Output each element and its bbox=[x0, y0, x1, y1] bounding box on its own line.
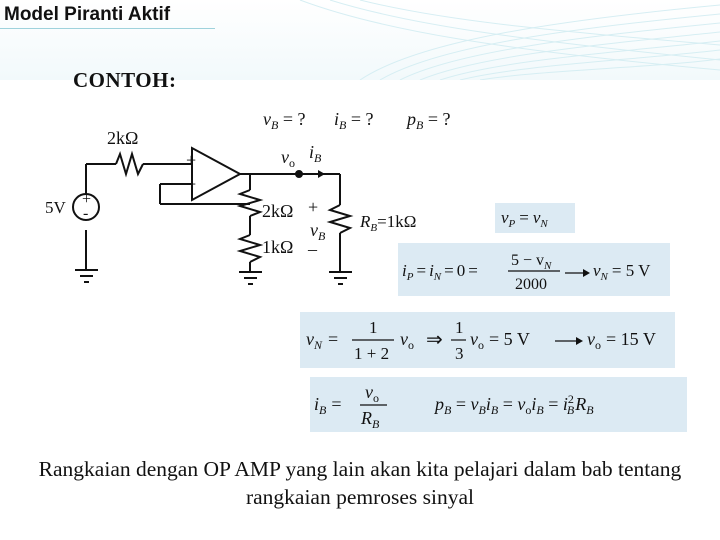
feedback-resistor-1k bbox=[240, 235, 260, 262]
eq3-frac2-num: 1 bbox=[455, 318, 464, 337]
lower-resistor-label: 1kΩ bbox=[262, 237, 294, 257]
opamp-minus-label: − bbox=[186, 174, 197, 194]
slide-title: Model Piranti Aktif bbox=[4, 4, 171, 25]
eq2-result: $v_N = 5$ V bbox=[593, 261, 651, 283]
input-resistor bbox=[116, 154, 143, 174]
question-vb: $v_B$ = ? bbox=[263, 109, 306, 132]
eq4-numerator: $v_o$ bbox=[365, 382, 379, 405]
eq2-numerator: $5 - v_N$ bbox=[511, 252, 552, 272]
eq3-frac2-den: 3 bbox=[455, 344, 464, 363]
equation-box-2 bbox=[398, 243, 670, 296]
eq4-power: $p_B = v_Bi_B = v_oi_B = i^2$ $BR_B$ bbox=[435, 392, 594, 417]
opamp-plus-label: + bbox=[186, 150, 197, 170]
source-plus: + bbox=[82, 191, 92, 208]
vb-label: $v_B$ bbox=[310, 220, 326, 243]
eq3-frac1-num: 1 bbox=[369, 318, 378, 337]
opamp-triangle bbox=[192, 148, 240, 200]
title-divider bbox=[0, 28, 215, 29]
eq2-denominator: 2000 bbox=[515, 276, 547, 293]
eq4-lhs: $i_B$ = bbox=[314, 394, 342, 417]
eq2-lhs: $i_P = i_N = 0$ = bbox=[402, 261, 478, 283]
upper-resistor-label: 2kΩ bbox=[262, 201, 294, 221]
vo-label: $v_o$ bbox=[281, 147, 295, 170]
rb-label: $R_B=1k\Omega$ bbox=[360, 212, 417, 234]
current-arrow bbox=[318, 170, 325, 178]
ib-label: $i_B$ bbox=[309, 142, 322, 165]
eq1-text: $v_P = v_N$ bbox=[501, 208, 548, 230]
eq3-vo-1: $v_o$ bbox=[400, 329, 414, 352]
eq3-lhs: $v_N$ = bbox=[306, 329, 339, 352]
vb-minus: – bbox=[308, 239, 317, 259]
source-label: 5V bbox=[45, 198, 66, 217]
eq3-implies-arrow: ⇒ bbox=[426, 329, 443, 351]
eq3-result: $v_o = 15$ V bbox=[587, 329, 656, 352]
question-ib: $i_B$ = ? bbox=[334, 109, 374, 132]
slide-subtitle: CONTOH: bbox=[73, 68, 177, 92]
eq4-denominator: $R_B$ bbox=[361, 408, 380, 431]
equation-box-4 bbox=[310, 377, 687, 432]
eq3-frac1-den: 1 + 2 bbox=[354, 344, 390, 363]
eq3-vo-2: $v_o = 5$ V bbox=[470, 329, 530, 352]
equation-box-1 bbox=[495, 203, 575, 233]
load-resistor-rb bbox=[330, 205, 350, 233]
input-resistor-label: 2kΩ bbox=[107, 128, 139, 148]
slide-caption: Rangkaian dengan OP AMP yang lain akan kita pelajari dalam bab tentang rangkaian pemroses sinyal bbox=[38, 457, 682, 509]
question-pb: $p_B$ = ? bbox=[407, 109, 451, 132]
equation-box-3 bbox=[300, 312, 675, 368]
vb-plus: + bbox=[308, 197, 319, 217]
source-minus: - bbox=[83, 205, 89, 222]
